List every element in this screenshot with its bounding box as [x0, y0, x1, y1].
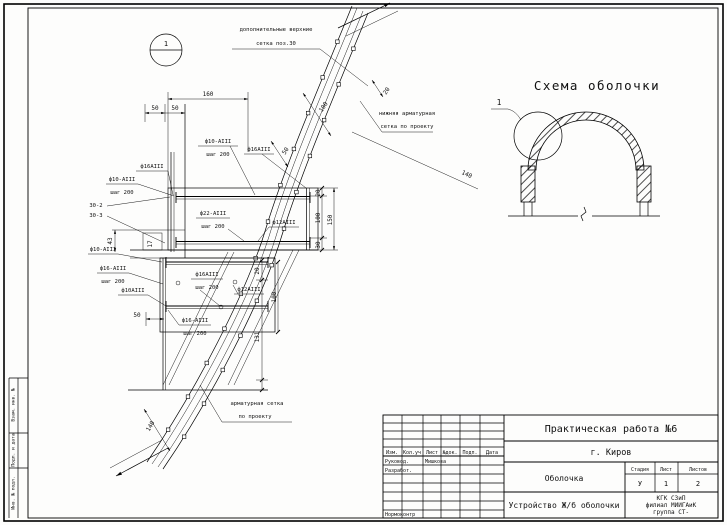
dimension-label: 140	[460, 169, 474, 181]
mesh-label: ф16АIII	[247, 147, 271, 153]
dimension-label: 20	[381, 86, 392, 97]
reinforcement-detail-drawing	[88, 3, 478, 476]
mesh-label: шаг 200	[206, 152, 230, 158]
mesh-label: ф10-АIII	[89, 247, 117, 253]
dimension-label: 100	[317, 100, 330, 114]
dimension-label: 50	[151, 105, 159, 112]
right-column	[637, 166, 651, 202]
dimension-label: 100	[271, 291, 278, 303]
detail-marker	[150, 34, 182, 66]
mesh-label: ф16-АIII	[99, 266, 127, 272]
scheme-callout-number: 1	[496, 98, 502, 107]
mesh-label: ф10-АIII	[204, 139, 232, 145]
mesh-label: шаг 200	[101, 279, 125, 285]
sheet-value: 1	[663, 480, 669, 488]
frame-side-label: Взам. инв. №	[11, 388, 17, 422]
frame-side-label: Инв. № подл.	[11, 476, 17, 510]
dimension-label: 17	[147, 240, 154, 248]
position-label: 30-2	[89, 203, 103, 209]
org-name: КГК СЗиП	[656, 495, 686, 502]
dimension-label: 150	[327, 214, 334, 226]
mesh-label: ф16АIII	[195, 272, 219, 278]
stamp-role: Нормоконтр	[385, 512, 416, 518]
work-name: Устройство Ж/б оболочки	[508, 501, 620, 510]
annotation-notes	[200, 27, 435, 422]
note-text: по проекту	[238, 414, 272, 420]
org-name: группа СТ-	[652, 509, 690, 516]
stamp-name: Мишкова	[425, 459, 447, 465]
note-text: дополнительные верхние	[239, 27, 313, 33]
sheets-value: 2	[695, 480, 701, 488]
frame-side-label: Подп. и дата	[11, 433, 17, 467]
stage-value: У	[637, 480, 643, 488]
stamp-col-header: Лист	[425, 450, 439, 456]
arch-band	[528, 112, 644, 170]
note-text: сетка по проекту	[380, 124, 434, 130]
mesh-label: ф10АIII	[121, 288, 145, 294]
note-text: нижняя арматурная	[378, 111, 436, 117]
dimension-label: 100	[315, 212, 322, 224]
dimension-label: 30	[315, 241, 322, 249]
dimension-label: 50	[171, 105, 179, 112]
dimension-label: 20	[315, 189, 322, 197]
shell-scheme	[491, 78, 660, 221]
object-name: Оболочка	[544, 474, 584, 483]
scheme-title: Схема оболочки	[533, 78, 661, 93]
mesh-label: ф16-АIII	[181, 318, 209, 324]
mesh-label: ф10-АIII	[108, 177, 136, 183]
stamp-col-header: Изм.	[385, 450, 399, 456]
break-symbol	[581, 207, 586, 221]
stamp-col-header: Дата	[485, 450, 499, 456]
note-text: сетка поз.30	[256, 41, 296, 47]
title-block	[383, 415, 718, 518]
note-text: арматурная сетка	[230, 401, 284, 407]
document-title: Практическая работа №6	[544, 424, 678, 435]
stamp-role: Разработ.	[385, 468, 413, 474]
mesh-label: шаг 200	[110, 190, 134, 196]
mesh-label: ф12АIII	[237, 287, 261, 293]
dimension-label: 140	[144, 419, 157, 433]
sheets-header: Листов	[688, 467, 708, 473]
mesh-label: ф22-АIII	[199, 211, 227, 217]
construction-lines	[112, 92, 318, 390]
sheet-header: Лист	[659, 467, 673, 473]
dimension-label: 160	[202, 91, 214, 98]
stamp-role: Руковод.	[385, 459, 410, 465]
org-name: филиал МИИГАиК	[645, 502, 697, 509]
mesh-label: шаг 200	[195, 285, 219, 291]
dimension-label: 50	[280, 146, 291, 157]
mesh-label: ф16АIII	[140, 164, 164, 170]
dimension-label: 20	[254, 267, 261, 275]
dimension-label: 43	[107, 237, 114, 245]
mesh-label: шаг 200	[201, 224, 225, 230]
city-label: г. Киров	[590, 448, 632, 458]
mesh-label: ф12АIII	[272, 220, 296, 226]
mesh-labels	[88, 139, 306, 337]
upper-reinforcement-box	[168, 152, 318, 252]
detail-marker-number: 1	[163, 40, 169, 48]
dimension-label: 131	[254, 331, 261, 343]
left-column	[521, 166, 535, 202]
dimension-label: 50	[133, 312, 141, 319]
stamp-col-header: Кол.уч	[402, 450, 422, 456]
stage-header: Стадия	[630, 467, 650, 473]
position-label: 30-3	[89, 213, 103, 219]
mesh-label: шаг 200	[183, 331, 207, 337]
stamp-col-header: Подп.	[462, 450, 478, 456]
stamp-col-header: №док.	[442, 450, 458, 456]
